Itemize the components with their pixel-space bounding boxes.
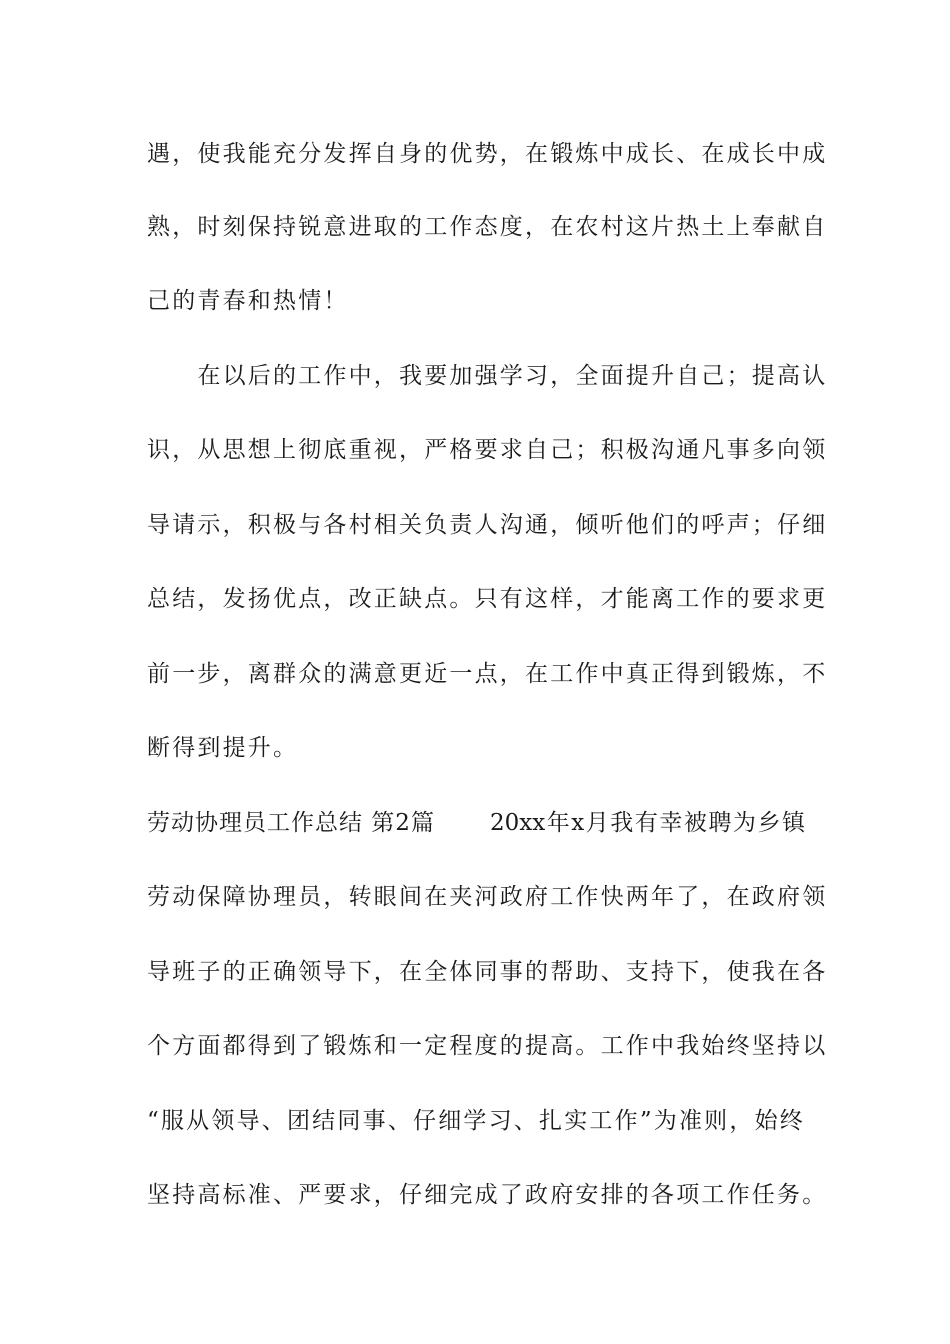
paragraph-line: 熟，时刻保持锐意进取的工作态度，在农村这片热土上奉献自 xyxy=(147,214,828,240)
section-title: 劳动协理员工作总结 第2篇 xyxy=(147,810,435,836)
paragraph-line: 导请示，积极与各村相关负责人沟通，倾听他们的呼声；仔细 xyxy=(147,512,828,538)
paragraph-line: 前一步，离群众的满意更近一点，在工作中真正得到锻炼，不 xyxy=(147,661,828,687)
paragraph-line: 总结，发扬优点，改正缺点。只有这样，才能离工作的要求更 xyxy=(147,586,828,612)
section-line: 劳动保障协理员，转眼间在夹河政府工作快两年了，在政府领 xyxy=(147,884,828,910)
paragraph-line: 在以后的工作中，我要加强学习，全面提升自己；提高认 xyxy=(147,363,828,389)
section-line: “服从领导、团结同事、仔细学习、扎实工作”为准则，始终 xyxy=(147,1108,805,1134)
section-first-line: 20xx年x月我有幸被聘为乡镇 xyxy=(490,810,805,836)
paragraph-line: 断得到提升。 xyxy=(147,735,299,761)
paragraph-line: 遇，使我能充分发挥自身的优势，在锻炼中成长、在成长中成 xyxy=(147,141,828,167)
section-line: 坚持高标准、严要求，仔细完成了政府安排的各项工作任务。 xyxy=(147,1182,828,1208)
paragraph-line: 识，从思想上彻底重视，严格要求自己；积极沟通凡事多向领 xyxy=(147,437,828,463)
section-line: 导班子的正确领导下，在全体同事的帮助、支持下，使我在各 xyxy=(147,959,828,985)
paragraph-line: 己的青春和热情！ xyxy=(147,288,349,314)
section-line: 个方面都得到了锻炼和一定程度的提高。工作中我始终坚持以 xyxy=(147,1033,828,1059)
